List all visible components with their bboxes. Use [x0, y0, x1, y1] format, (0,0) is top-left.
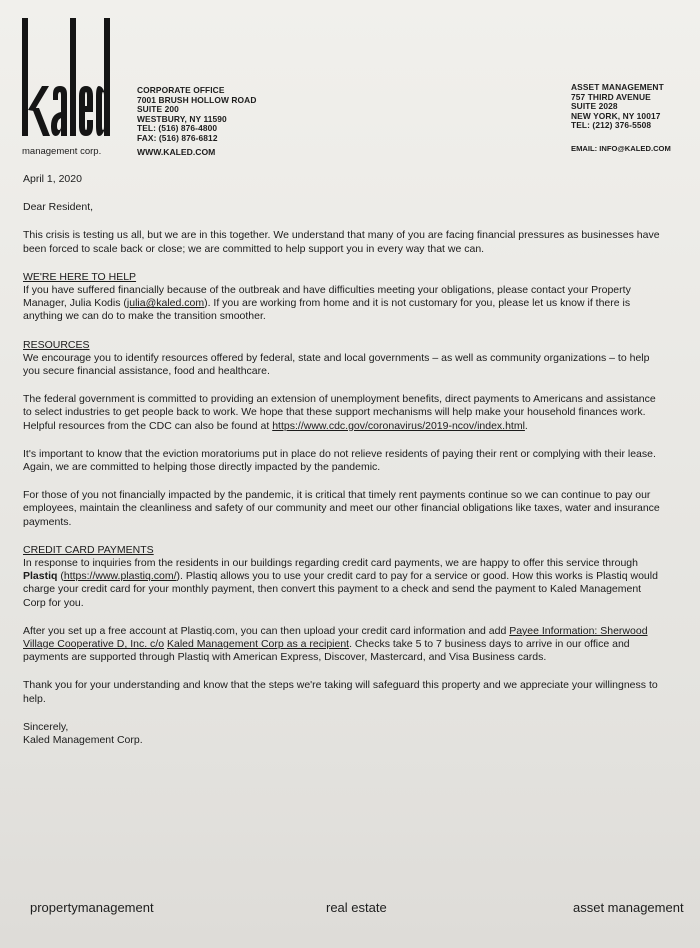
kaled-wordmark-graphic — [20, 14, 112, 144]
corporate-office-line1: 7001 BRUSH HOLLOW ROAD — [137, 94, 257, 105]
resources-paragraph-1: We encourage you to identify resources offered by federal, state and local governments – as well as community organizations – to help you secure financial assistance, food and healthcare. — [23, 351, 650, 378]
corporate-office-fax: FAX: (516) 876-6812 — [137, 132, 218, 143]
credit-p1-paren: ( — [57, 570, 64, 583]
help-text-after: ). If you are working from home and it is not customary for you, please let us know if there is anything we can do to make the transition smoother. — [23, 297, 631, 323]
corporate-office-tel: TEL: (516) 876-4800 — [137, 123, 218, 134]
plastiq-brand: Plastiq — [23, 570, 58, 583]
cdc-link[interactable]: https://www.cdc.gov/coronavirus/2019-ncov/index.html — [272, 419, 525, 432]
credit-p2-text: After you set up a free account at Plastiq.com, you can then upload your credit card information and add — [23, 624, 510, 637]
salutation: Dear Resident, — [23, 201, 94, 214]
resources-heading: RESOURCES — [23, 338, 90, 351]
footer-property-management: propertymanagement — [30, 900, 154, 915]
resources-p2-end: . — [524, 419, 528, 432]
asset-management-line2: SUITE 2028 — [571, 101, 618, 112]
payee-information: Payee Information: Sherwood Village Cooperative D, Inc. c/o — [23, 624, 648, 651]
footer-asset-management: asset management — [573, 900, 684, 915]
asset-management-heading: ASSET MANAGEMENT — [571, 82, 664, 92]
signoff: Sincerely, — [23, 720, 69, 733]
letter-body — [23, 173, 663, 747]
corporate-office-line2: SUITE 200 — [137, 104, 179, 115]
help-heading: WE'RE HERE TO HELP — [23, 270, 137, 283]
asset-management-line3: NEW YORK, NY 10017 — [571, 110, 661, 121]
payee-recipient: Kaled Management Corp as a recipient — [166, 638, 350, 651]
kaled-logo — [20, 14, 112, 144]
footer-real-estate: real estate — [326, 900, 387, 915]
letter-date: April 1, 2020 — [23, 173, 82, 185]
resources-paragraph-2 — [23, 393, 663, 433]
info-email[interactable]: EMAIL: INFO@KALED.COM — [571, 144, 671, 153]
credit-p2-rest: . Checks take 5 to 7 business days to arrive in our office and payments are supported through Plastiq with American Express, Discover, Mastercard, and Visa Business cards. — [23, 638, 630, 664]
credit-paragraph-2 — [23, 625, 663, 665]
help-text-before: If you have suffered financially because of the outbreak and have difficulties meeting your obligations, please contact your Property Manager, Julia Kodis ( — [23, 284, 631, 310]
manager-email-link[interactable]: julia@kaled.com — [126, 297, 205, 310]
credit-p1-text: In response to inquiries from the residents in our buildings regarding credit card payments, we are happy to offer this service through — [23, 557, 638, 570]
intro-paragraph: This crisis is testing us all, but we are in this together. We understand that many of you are facing financial pressures as businesses have been forced to scale back or close; we are committed to help support you in every way that we can. — [23, 229, 660, 255]
closing-paragraph: Thank you for your understanding and know that the steps we're taking will safeguard this property and we appreciate your willingness to help. — [23, 679, 658, 705]
plastiq-link[interactable]: https://www.plastiq.com/ — [63, 570, 177, 583]
logo-tagline: management corp. — [22, 146, 102, 157]
credit-p1-rest: ). Plastiq allows you to use your credit card to pay for a service or good. How this works is Plastiq would charge your credit card for your monthly payment, then convert this payment to a check and send the payment to Kaled Management Corp for you. — [23, 570, 658, 609]
asset-management-address — [571, 83, 664, 131]
credit-heading: CREDIT CARD PAYMENTS — [23, 543, 154, 556]
asset-management-tel: TEL: (212) 376-5508 — [571, 120, 652, 131]
website-link[interactable]: WWW.KALED.COM — [137, 147, 216, 157]
asset-management-line1: 757 THIRD AVENUE — [571, 91, 651, 102]
credit-paragraph-1 — [23, 557, 663, 610]
signature: Kaled Management Corp. — [23, 734, 143, 747]
resources-paragraph-4: For those of you not financially impacted by the pandemic, it is critical that timely rent payments continue so we can continue to pay our employees, maintain the cleanliness and safety of our community and meet our other financial obligations like taxes, water and insurance payments. — [23, 489, 660, 528]
resources-p2-text: The federal government is committed to providing an extension of unemployment benefits, direct payments to Americans and assistance to select industries to get people back to work. We hope that these support mechanisms will help make your household finances work. Helpful resources from the CDC can also be found at — [23, 393, 656, 432]
corporate-office-line3: WESTBURY, NY 11590 — [137, 113, 227, 124]
help-paragraph — [23, 284, 663, 324]
corporate-office-address — [137, 86, 256, 144]
corporate-office-heading: CORPORATE OFFICE — [137, 85, 225, 95]
resources-paragraph-3: It's important to know that the eviction moratoriums put in place do not relieve residents of paying their rent or complying with their lease. Again, we are committed to helping those directly impacted by the pandemic. — [23, 447, 656, 474]
